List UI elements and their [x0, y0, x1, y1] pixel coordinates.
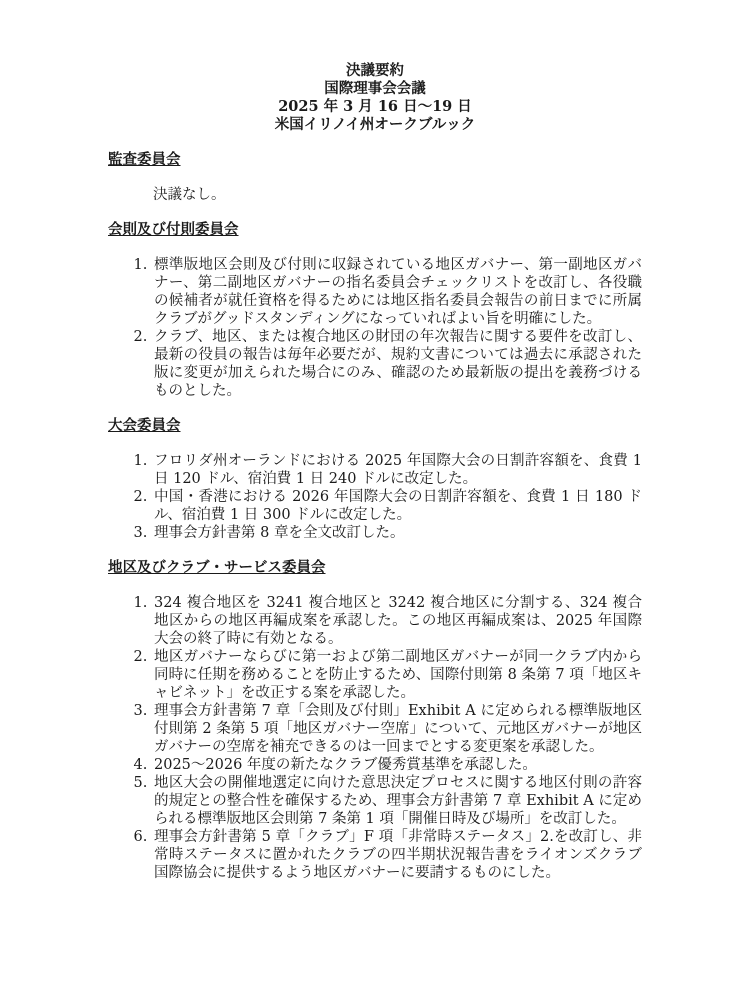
- resolution-item: 5. 地区大会の開催地選定に向けた意思決定プロセスに関する地区付則の許容的規定との整合性を確保するため、理事会方針書第 7 章 Exhibit A に定められる標準版地区会則第 7 条第 1 項「開催日時及び場所」を改訂した。: [152, 774, 642, 828]
- document-header: [108, 62, 642, 134]
- section-heading-district-club-service: 地区及びクラブ・サービス委員会: [108, 559, 326, 576]
- doc-location: 米国イリノイ州オークブルック: [274, 116, 476, 133]
- resolution-item: 1. 324 複合地区を 3241 複合地区と 3242 複合地区に分割する、324 複合地区からの地区再編成案を承認した。この地区再編成案は、2025 年国際大会の終了時に有効となる。: [152, 594, 642, 648]
- doc-dates: 2025 年 3 月 16 日～19 日: [278, 98, 472, 115]
- resolution-item: 1. フロリダ州オーランドにおける 2025 年国際大会の日割許容額を、食費 1 日 120 ドル、宿泊費 1 日 240 ドルに改定した。: [152, 452, 642, 488]
- resolution-item: 2. 中国・香港における 2026 年国際大会の日割許容額を、食費 1 日 180 ドル、宿泊費 1 日 300 ドルに改定した。: [152, 488, 642, 524]
- resolution-list-constitution-bylaws: [108, 256, 642, 400]
- doc-meeting-name: 国際理事会会議: [324, 80, 426, 97]
- doc-title: 決議要約: [346, 62, 404, 79]
- section-heading-audit-committee: 監査委員会: [108, 151, 181, 168]
- section-convention-committee: [108, 417, 642, 542]
- section-constitution-bylaws-committee: [108, 221, 642, 400]
- section-heading-convention: 大会委員会: [108, 417, 181, 434]
- resolution-item: 6. 理事会方針書第 5 章「クラブ」F 項「非常時ステータス」2.を改訂し、非常時ステータスに置かれたクラブの四半期状況報告書をライオンズクラブ国際協会に提供するよう地区ガバナーに要請するものにした。: [152, 828, 642, 882]
- resolution-item: 2. クラブ、地区、または複合地区の財団の年次報告に関する要件を改訂し、最新の役員の報告は毎年必要だが、規約文書については過去に承認された版に変更が加えられた場合にのみ、確認のため最新版の提出を義務づけるものとした。: [152, 328, 642, 400]
- resolution-item: 4. 2025～2026 年度の新たなクラブ優秀賞基準を承認した。: [152, 756, 642, 774]
- resolution-list-district-club-service: [108, 594, 642, 882]
- section-audit-committee: [108, 151, 642, 204]
- no-resolutions-note: 決議なし。: [153, 187, 226, 203]
- resolution-item: 3. 理事会方針書第 8 章を全文改訂した。: [152, 524, 642, 542]
- resolution-item: 2. 地区ガバナーならびに第一および第二副地区ガバナーが同一クラブ内から同時に任期を務めることを防止するため、国際付則第 8 条第 7 項「地区キャビネット」を改正する案を承認した。: [152, 648, 642, 702]
- section-district-club-service-committee: [108, 559, 642, 882]
- resolution-item: 1. 標準版地区会則及び付則に収録されている地区ガバナー、第一副地区ガバナー、第二副地区ガバナーの指名委員会チェックリストを改訂し、各役職の候補者が就任資格を得るためには地区指名委員会報告の前日までに所属クラブがグッドスタンディングになっていればよい旨を明確にした。: [152, 256, 642, 328]
- resolution-list-convention: [108, 452, 642, 542]
- resolution-item: 3. 理事会方針書第 7 章「会則及び付則」Exhibit A に定められる標準版地区付則第 2 条第 5 項「地区ガバナー空席」について、元地区ガバナーが地区ガバナーの空席を補充できるのは一回までとする変更案を承認した。: [152, 702, 642, 756]
- section-heading-constitution-bylaws: 会則及び付則委員会: [108, 221, 239, 238]
